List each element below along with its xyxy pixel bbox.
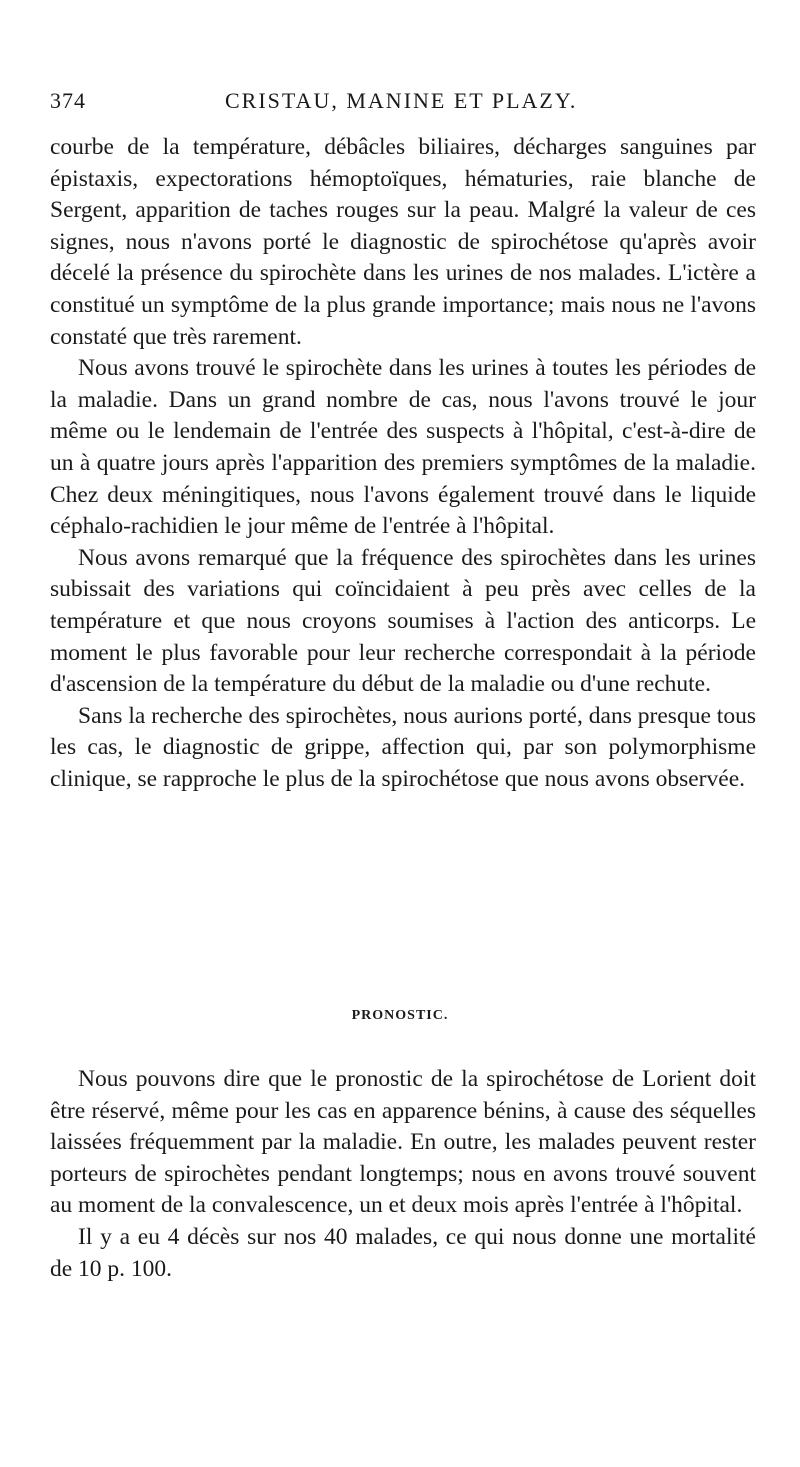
- running-head: [50, 80, 755, 116]
- paragraph: Il y a eu 4 décès sur nos 40 malades, ce qui nous donne une mortalité de 10 p. 100.: [50, 1223, 756, 1282]
- paragraph: courbe de la température, débâcles biliaires, décharges sanguines par épistaxis, expectorations hémoptoïques, hématuries, raie blanche de Sergent, apparition de taches rouges sur la peau. Malgré la valeur de ces signes, nous n'avons porté le diagnostic de spirochétose qu'après avoir décelé la présence du spirochète dans les urines de nos malades. L'ictère a constitué un symptôme de la plus grande importance; mais nous ne l'avons constaté que très rarement.: [50, 134, 756, 350]
- body-text-bottom: [50, 1064, 756, 1285]
- paragraph: Nous avons remarqué que la fréquence des spirochètes dans les urines subissait des variations qui coïncidaient à peu près avec celles de la température et que nous croyons soumises à l'action des anticorps. Le moment le plus favorable pour leur recherche correspondait à la période d'ascension de la température du début de la maladie ou d'une rechute.: [50, 544, 756, 698]
- paragraph: Sans la recherche des spirochètes, nous aurions porté, dans presque tous les cas, le diagnostic de grippe, affection qui, par son polymorphisme clinique, se rapproche le plus de la spirochétose que nous avons observée.: [50, 702, 756, 792]
- running-title: CRISTAU, MANINE ET PLAZY.: [225, 88, 578, 113]
- page-number: 374: [50, 88, 86, 113]
- body-text-top: [50, 132, 756, 795]
- section-heading-pronostic: PRONOSTIC.: [351, 1008, 449, 1023]
- paragraph: Nous pouvons dire que le pronostic de la spirochétose de Lorient doit être réservé, même pour les cas en apparence bénins, à cause des séquelles laissées fréquemment par la maladie. En outre, les malades peuvent rester porteurs de spirochètes pendant longtemps; nous en avons trouvé souvent au moment de la convalescence, un et deux mois après l'entrée à l'hôpital.: [50, 1066, 756, 1219]
- paragraph: Nous avons trouvé le spirochète dans les urines à toutes les périodes de la maladie. Dans un grand nombre de cas, nous l'avons trouvé le jour même ou le lendemain de l'entrée des suspects à l'hôpital, c'est-à-dire de un à quatre jours après l'apparition des premiers symptômes de la maladie. Chez deux méningitiques, nous l'avons également trouvé dans le liquide céphalo-rachidien le jour même de l'entrée à l'hôpital.: [50, 355, 756, 540]
